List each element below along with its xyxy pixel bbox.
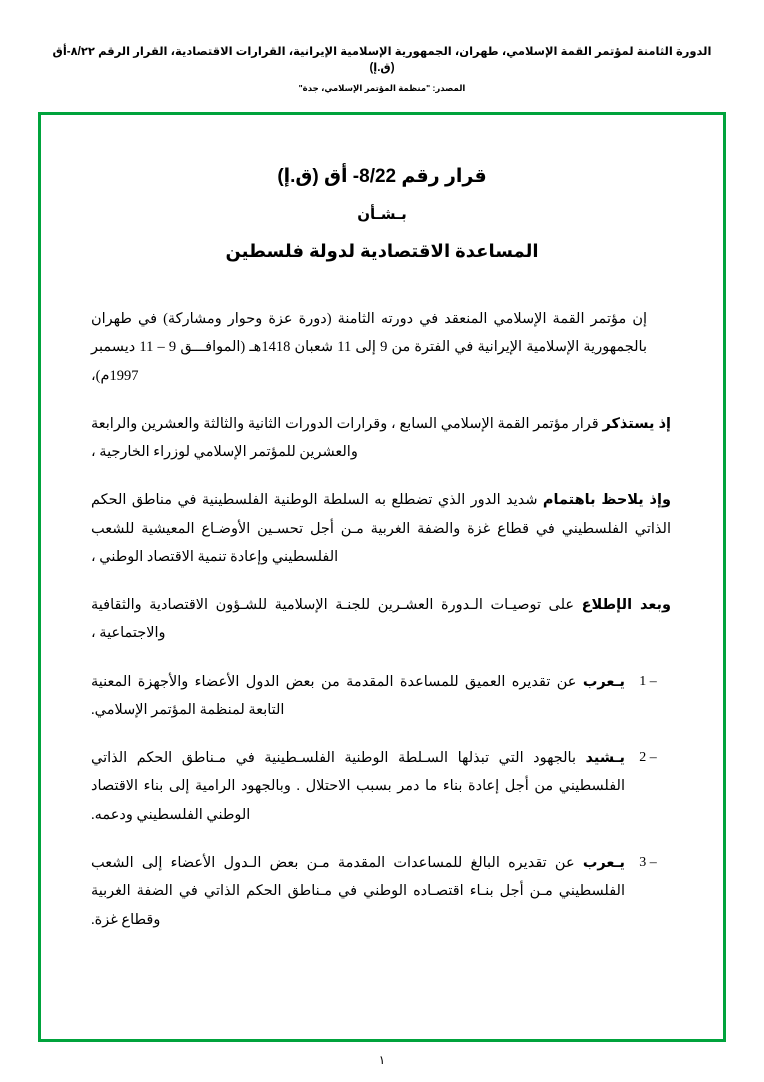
recital-paragraph-3 (87, 591, 677, 648)
green-bordered-frame (38, 112, 726, 1042)
operative-number-2: 2 – (639, 750, 657, 766)
recital-text-3: على توصيـات الـدورة العشـرين للجنـة الإسلامية للشـؤون الاقتصادية والثقافية والاجتماعية ، (91, 597, 582, 642)
operative-text-3 (91, 849, 625, 934)
operative-body-2: بالجهود التي تبذلها السـلطة الوطنية الفلسـطينية في مـناطق الحكم الذاتي الفلسطيني من أجل إعادة بناء ما دمر بسبب الاحتلال . وبالجهود الرامية إلى بناء الاقتصاد الوطني الفلسطيني ودعمه. (91, 750, 625, 823)
document-header (0, 44, 764, 94)
operative-text-2 (91, 744, 625, 829)
operative-lead-2: يـشيد (585, 750, 625, 767)
operative-body-3: عن تقديره البالغ للمساعدات المقدمة مـن بعض الـدول الأعضاء إلى الشعب الفلسطيني مـن أجل بنـاء اقتصـاده الوطني في مـناطق الحكم الذاتي في الضفة الغربية وقطاع غزة. (91, 854, 625, 928)
operative-text-1 (91, 668, 625, 725)
recital-text-2: شديد الدور الذي تضطلع به السلطة الوطنية الفلسطينية في مناطق الحكم الذاتي الفلسطيني في قطاع غزة والضفة الغربية مـن أجل تحسـين الأوضـاع المعيشية للشعب الفلسطيني وإعادة تنمية الاقتصاد الوطني ، (91, 492, 671, 565)
operative-number-3: 3 – (639, 854, 657, 870)
resolution-topic: المساعدة الاقتصادية لدولة فلسطين (225, 241, 539, 261)
resolution-number-title: قرار رقم 8/22- أق (ق.إ) (277, 166, 487, 187)
operative-lead-1: يـعرب (582, 673, 625, 690)
subject-label: بـشـأن (357, 205, 407, 223)
operative-clause-1 (87, 668, 677, 725)
recital-lead-2: وإذ يلاحظ باهتمام (542, 492, 671, 509)
recital-lead-3: وبعد الإطلاع (581, 597, 672, 614)
operative-clause-2 (87, 744, 677, 829)
operative-number-1: 1 – (639, 673, 657, 689)
recital-paragraph-2 (87, 486, 677, 571)
recital-text-1: قرار مؤتمر القمة الإسلامي السابع ، وقرارات الدورات الثانية والثالثة والعشرين والرابعة والعشرين للمؤتمر الإسلامي لوزراء الخارجية ، (91, 415, 603, 461)
recital-lead-1: إذ يستذكر (602, 415, 671, 432)
operative-clause-3 (87, 849, 677, 934)
page-number: ١ (378, 1053, 386, 1067)
preamble-paragraph: إن مؤتمر القمة الإسلامي المنعقد في دورته الثامنة (دورة عزة وحوار ومشاركة) في طهران بالجمهورية الإسلامية الإيرانية في الفترة من 9 إلى 11 شعبان 1418هـ (الموافـــق 9 – 11 ديسمبر 1997م)، (91, 311, 648, 384)
operative-lead-3: يـعرب (582, 854, 625, 871)
document-body (41, 115, 723, 974)
header-title: الدورة الثامنة لمؤتمر القمة الإسلامي، طهران، الجمهورية الإسلامية الإيرانية، القرارات الاقتصادية، القرار الرقم ٨/٢٢-أق (ق.إ) (52, 46, 712, 75)
operative-body-1: عن تقديره العميق للمساعدة المقدمة من بعض الدول الأعضاء والأجهزة المعنية التابعة لمنظمة المؤتمر الإسلامي. (91, 673, 583, 718)
title-block (87, 163, 677, 265)
recital-paragraph-1 (87, 410, 677, 467)
header-source: المصدر: "منظمة المؤتمر الإسلامي، جدة" (298, 83, 466, 94)
